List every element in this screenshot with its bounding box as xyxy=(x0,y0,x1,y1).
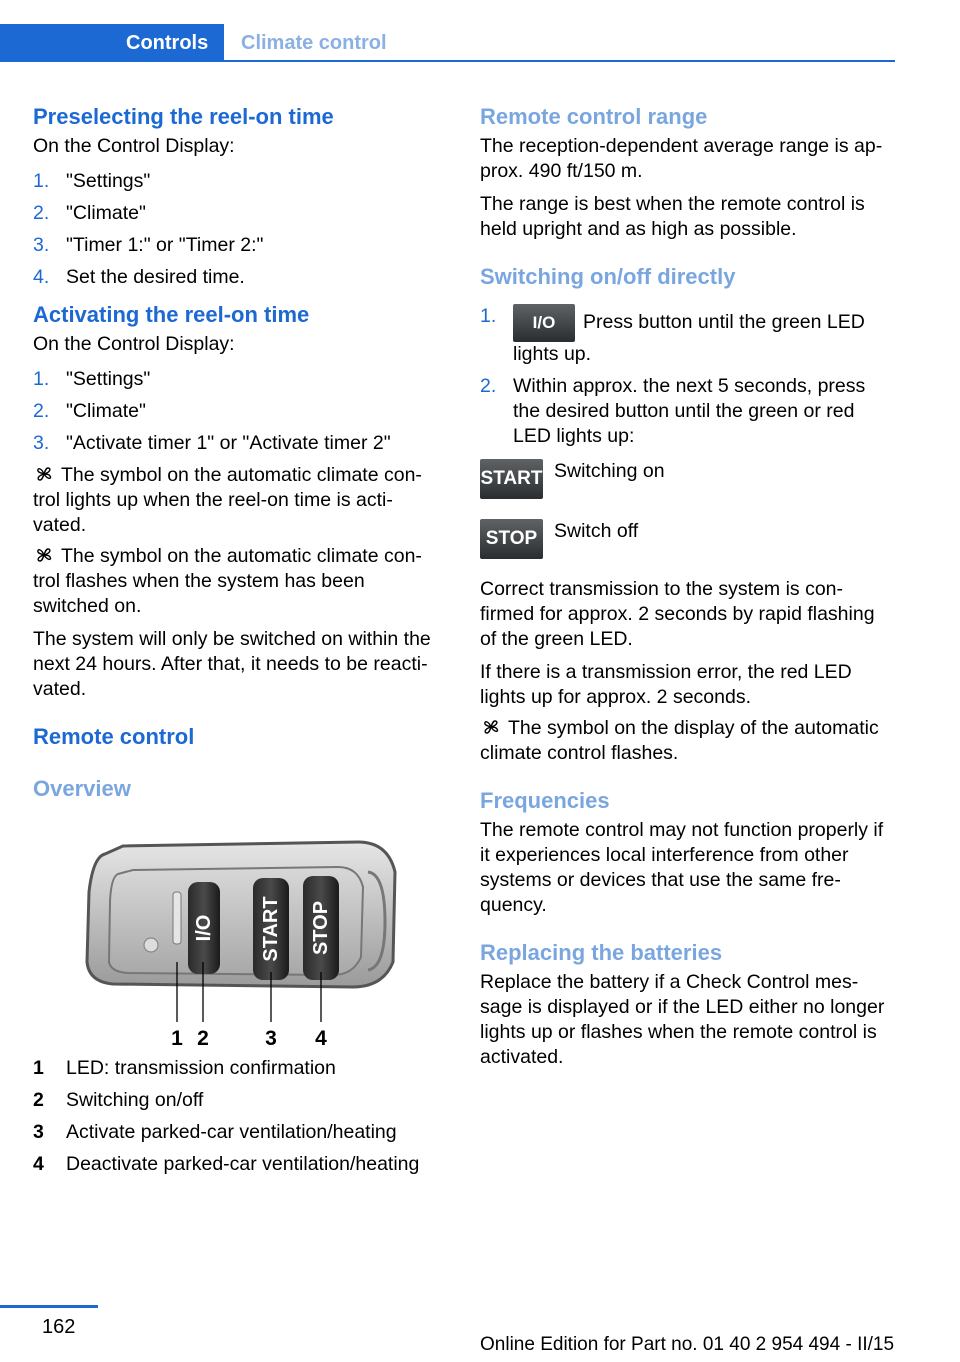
list-item: 2. "Climate" xyxy=(33,400,146,422)
fan-icon xyxy=(33,465,55,483)
right-column xyxy=(480,100,895,1070)
section-tab: Controls xyxy=(0,24,224,62)
callout-1: 1 xyxy=(171,1027,183,1050)
frequencies-heading: Frequencies xyxy=(480,788,610,813)
remote-heading: Remote control xyxy=(33,724,195,749)
error-paragraph: If there is a transmission error, the red LED lights up for approx. 2 seconds. xyxy=(480,661,852,708)
direct-heading: Switching on/off directly xyxy=(480,264,736,289)
stop-key-label: STOP xyxy=(310,900,332,956)
batteries-heading: Replacing the batteries xyxy=(480,940,723,965)
list-item: 3 Activate parked-car ventilation/heating xyxy=(33,1121,397,1143)
callout-3: 3 xyxy=(265,1027,277,1050)
list-item: 1. "Settings" xyxy=(33,170,151,192)
led-indicator xyxy=(173,892,181,944)
list-item: 1 LED: transmission confirmation xyxy=(33,1057,336,1079)
confirm-paragraph: Correct transmission to the system is con-firmed for approx. 2 seconds by rapid flashing of the green LED. xyxy=(480,578,875,650)
list-item: 3. "Activate timer 1" or "Activate timer 2" xyxy=(33,432,391,454)
preselect-heading: Preselecting the reel-on time xyxy=(33,104,334,129)
stop-row xyxy=(480,519,895,559)
start-button-icon: START xyxy=(480,459,543,499)
list-item: 3. "Timer 1:" or "Timer 2:" xyxy=(33,234,264,256)
start-description: Switching on xyxy=(554,460,665,482)
direct-steps xyxy=(480,304,895,449)
io-button-icon: I/O xyxy=(513,304,575,342)
activate-heading: Activating the reel-on time xyxy=(33,302,310,327)
frequencies-paragraph: The remote control may not function properly if it experiences local interference from other systems or devices that use the same fre-quency. xyxy=(480,819,884,916)
io-key-label: I/O xyxy=(193,914,215,942)
callout-2: 2 xyxy=(197,1027,209,1050)
batteries-paragraph: Replace the battery if a Check Control mes-sage is displayed or if the LED either no longer lights up or flashes when the remote control is activated. xyxy=(480,971,885,1068)
range-paragraph-1: The reception-dependent average range is ap-prox. 490 ft/150 m. xyxy=(480,135,883,182)
list-item: 2. "Climate" xyxy=(33,202,146,224)
callout-4: 4 xyxy=(315,1027,327,1050)
preselect-steps xyxy=(33,169,443,290)
fan-icon xyxy=(33,546,55,564)
list-item: 2. Within approx. the next 5 seconds, press the desired button until the green or red LED lights up: xyxy=(480,375,866,447)
start-key-label: START xyxy=(260,896,282,962)
stop-button-icon: STOP xyxy=(480,519,543,559)
list-item: 1. "Settings" xyxy=(33,368,151,390)
left-column xyxy=(33,100,443,1184)
page-number: 162 xyxy=(42,1316,76,1338)
symbol-flashes-note: The symbol on the automatic climate con-trol flashes when the system has been switched on. xyxy=(33,545,422,617)
activate-steps xyxy=(33,367,443,456)
fan-icon xyxy=(144,938,158,952)
list-item: 4. Set the desired time. xyxy=(33,266,245,288)
stop-description: Switch off xyxy=(554,520,639,542)
list-item: 1. I/O Press button until the green LED lights up. xyxy=(480,305,865,365)
page-header xyxy=(0,24,895,62)
start-row xyxy=(480,459,895,499)
list-item: 2 Switching on/off xyxy=(33,1089,204,1111)
activate-intro: On the Control Display: xyxy=(33,333,235,355)
overview-heading: Overview xyxy=(33,776,131,801)
list-item: 4 Deactivate parked-car ventilation/heating xyxy=(33,1153,420,1175)
range-paragraph-2: The range is best when the remote control is held upright and as high as possible. xyxy=(480,193,865,240)
range-heading: Remote control range xyxy=(480,104,708,129)
symbol-display-note: The symbol on the display of the automatic climate control flashes. xyxy=(480,717,879,764)
figure-legend xyxy=(33,1056,443,1177)
preselect-intro: On the Control Display: xyxy=(33,135,235,157)
remote-control-figure xyxy=(33,812,443,1052)
subsection-tab: Climate control xyxy=(241,32,387,54)
footer-accent-bar xyxy=(0,1305,98,1308)
edition-text: Online Edition for Part no. 01 40 2 954 494 - II/15 xyxy=(480,1334,895,1355)
fan-icon xyxy=(480,718,502,736)
switch-on-note: The system will only be switched on within the next 24 hours. After that, it needs to be reacti-vated. xyxy=(33,628,431,700)
symbol-lights-note: The symbol on the automatic climate con-trol lights up when the reel-on time is acti-vated. xyxy=(33,464,422,536)
